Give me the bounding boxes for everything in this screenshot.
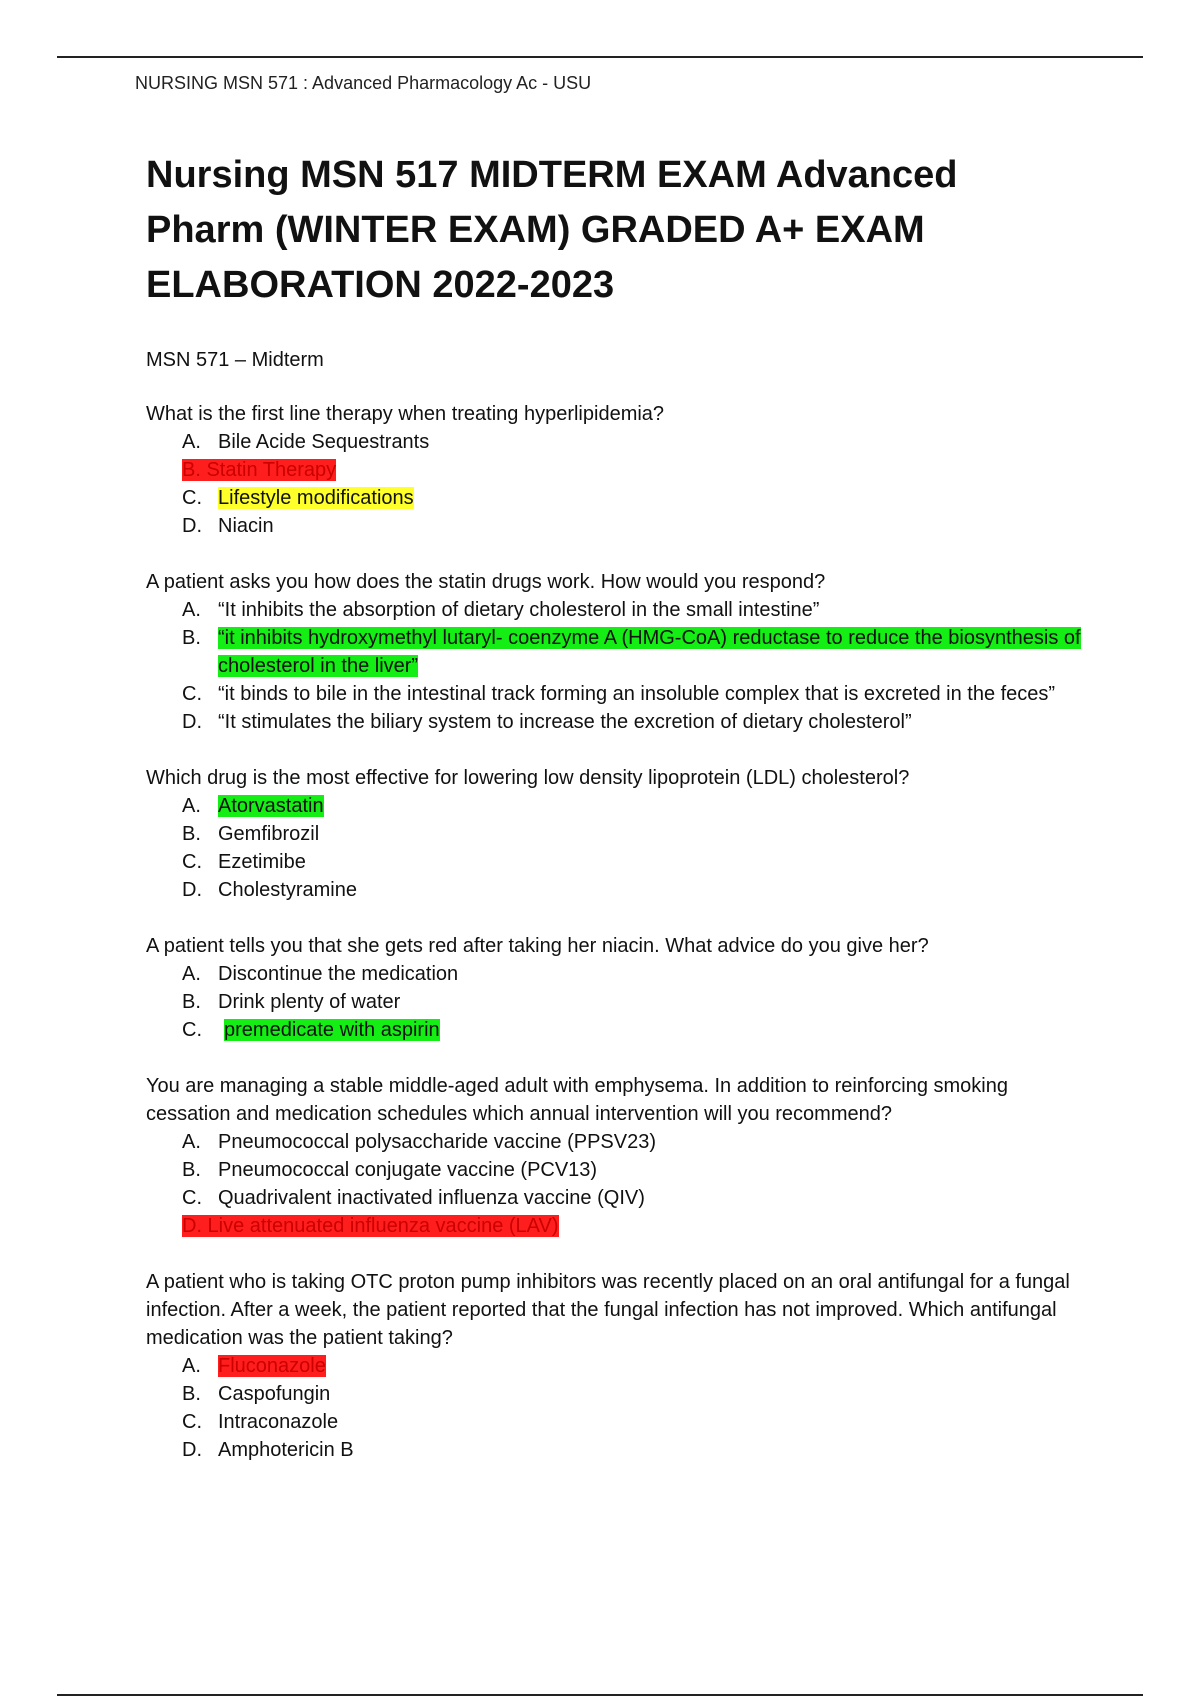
answer-option-b (182, 624, 1086, 680)
answer-option-b (182, 456, 1086, 484)
option-letter: C. (182, 1411, 202, 1433)
option-text-highlighted-yellow: Lifestyle modifications (218, 487, 414, 509)
option-letter: D. (182, 711, 202, 733)
option-text-highlighted-green: “it inhibits hydroxymethyl lutaryl- coenzyme A (HMG-CoA) reductase to reduce the biosynthesis of cholesterol in the liver” (218, 627, 1081, 677)
option-letter: B. (182, 627, 201, 649)
answer-option-a (182, 596, 1086, 624)
question-stem: Which drug is the most effective for lowering low density lipoprotein (LDL) cholesterol? (146, 767, 910, 789)
question-stem: A patient asks you how does the statin drugs work. How would you respond? (146, 571, 826, 593)
answer-option-d (182, 876, 1086, 904)
answer-options (182, 428, 1086, 540)
answer-option-b (182, 820, 1086, 848)
answer-option-b (182, 1156, 1086, 1184)
option-letter: C. (182, 851, 202, 873)
question-stem: A patient tells you that she gets red after taking her niacin. What advice do you give her? (146, 935, 929, 957)
question-stem: What is the first line therapy when treating hyperlipidemia? (146, 403, 665, 425)
answer-options (182, 596, 1086, 736)
option-letter: B. (182, 823, 201, 845)
option-letter: C. (182, 487, 202, 509)
answer-option-a (182, 960, 1086, 988)
option-text: Drink plenty of water (218, 991, 401, 1013)
answer-option-c (182, 680, 1086, 708)
document-title: Nursing MSN 517 MIDTERM EXAM Advanced Pharm (WINTER EXAM) GRADED A+ EXAM ELABORATION 2022-2023 (146, 154, 958, 306)
option-text-highlighted-red: Fluconazole (218, 1355, 326, 1377)
answer-option-c (182, 848, 1086, 876)
answer-options (182, 1352, 1086, 1464)
question-1 (146, 400, 1086, 540)
option-text: Caspofungin (218, 1383, 331, 1405)
top-rule (57, 56, 1143, 58)
option-letter: C. (182, 1187, 202, 1209)
option-text-highlighted-red: B. Statin Therapy (182, 459, 337, 481)
option-letter: B. (182, 991, 201, 1013)
answer-option-d (182, 1436, 1086, 1464)
answer-option-a (182, 792, 1086, 820)
option-text-highlighted-green: Atorvastatin (218, 795, 324, 817)
document-subtitle: MSN 571 – Midterm (146, 349, 324, 371)
option-letter: C. (182, 683, 202, 705)
option-text: Pneumococcal polysaccharide vaccine (PPSV23) (218, 1131, 656, 1153)
question-stem: You are managing a stable middle-aged adult with emphysema. In addition to reinforcing smoking cessation and medication schedules which annual intervention will you recommend? (146, 1075, 1008, 1125)
option-text: Pneumococcal conjugate vaccine (PCV13) (218, 1159, 598, 1181)
option-letter: A. (182, 431, 201, 453)
running-header: NURSING MSN 571 : Advanced Pharmacology Ac - USU (135, 73, 592, 93)
option-letter: D. (182, 515, 202, 537)
question-3 (146, 764, 1086, 904)
option-text: Amphotericin B (218, 1439, 354, 1461)
option-text: “It inhibits the absorption of dietary cholesterol in the small intestine” (218, 599, 820, 621)
answer-option-c (182, 1408, 1086, 1436)
option-text: “it binds to bile in the intestinal track forming an insoluble complex that is excreted in the feces” (218, 683, 1056, 705)
answer-option-c (182, 1016, 1086, 1044)
answer-options (182, 1128, 1086, 1240)
option-letter: C. (182, 1019, 202, 1041)
question-5 (146, 1072, 1086, 1240)
question-6 (146, 1268, 1086, 1464)
answer-option-a (182, 1352, 1086, 1380)
answer-option-b (182, 988, 1086, 1016)
option-text: Discontinue the medication (218, 963, 459, 985)
option-letter: D. (182, 1439, 202, 1461)
question-2 (146, 568, 1086, 736)
option-text: Cholestyramine (218, 879, 357, 901)
answer-options (182, 960, 1086, 1044)
answer-option-b (182, 1380, 1086, 1408)
answer-options (182, 792, 1086, 904)
question-4 (146, 932, 1086, 1044)
answer-option-d (182, 708, 1086, 736)
option-letter: A. (182, 963, 201, 985)
option-text-highlighted-red: D. Live attenuated influenza vaccine (LAV) (182, 1215, 559, 1237)
answer-option-c (182, 1184, 1086, 1212)
option-text: Bile Acide Sequestrants (218, 431, 430, 453)
document-body (146, 148, 1086, 1492)
option-text: Gemfibrozil (218, 823, 320, 845)
option-letter: D. (182, 879, 202, 901)
option-text: “It stimulates the biliary system to increase the excretion of dietary cholesterol” (218, 711, 912, 733)
answer-option-d (182, 1212, 1086, 1240)
option-letter: A. (182, 1131, 201, 1153)
bottom-rule (57, 1694, 1143, 1696)
option-text-highlighted-green: premedicate with aspirin (224, 1019, 440, 1041)
answer-option-a (182, 428, 1086, 456)
answer-option-c (182, 484, 1086, 512)
option-letter: A. (182, 599, 201, 621)
option-text: Ezetimibe (218, 851, 306, 873)
option-text: Niacin (218, 515, 274, 537)
option-text: Intraconazole (218, 1411, 339, 1433)
answer-option-a (182, 1128, 1086, 1156)
option-text: Quadrivalent inactivated influenza vaccine (QIV) (218, 1187, 645, 1209)
question-stem: A patient who is taking OTC proton pump inhibitors was recently placed on an oral antifungal for a fungal infection. After a week, the patient reported that the fungal infection has not improved. Which antifungal medication was the patient taking? (146, 1271, 1070, 1349)
option-letter: B. (182, 1383, 201, 1405)
option-letter: A. (182, 1355, 201, 1377)
answer-option-d (182, 512, 1086, 540)
option-letter: A. (182, 795, 201, 817)
option-letter: B. (182, 1159, 201, 1181)
